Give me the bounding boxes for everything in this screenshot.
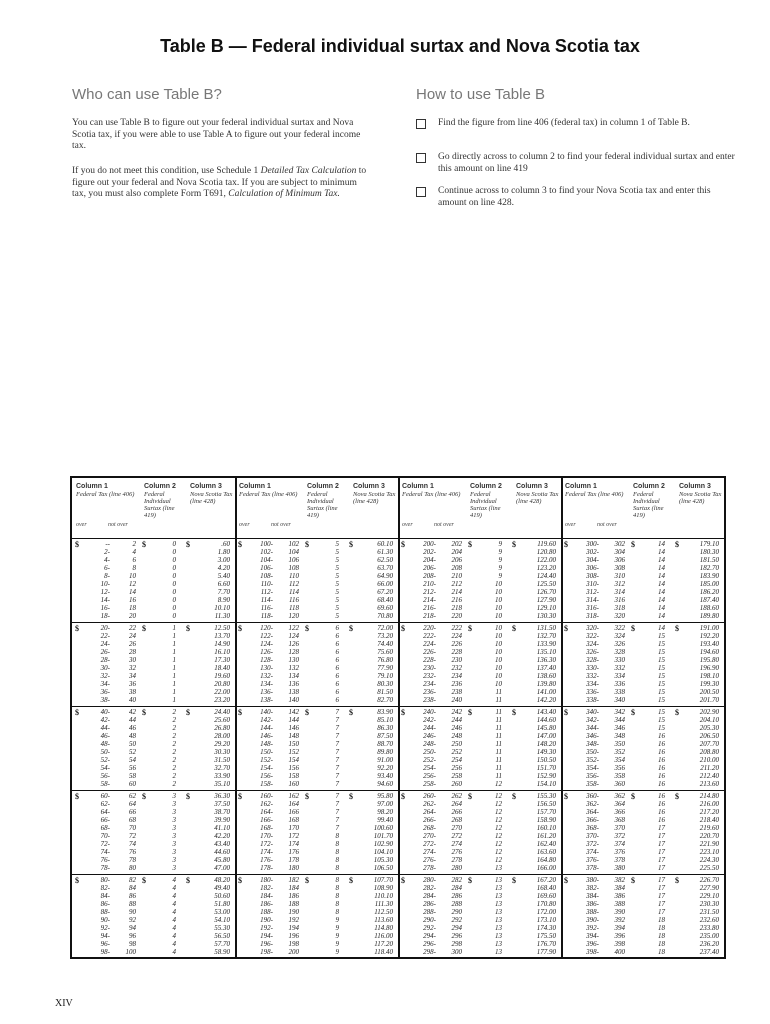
col3-ns-values: 72.00 73.20 74.40 75.60 76.80 77.90 79.10 80.30 81.50 82.70 bbox=[377, 624, 393, 704]
dollar-sign: $ bbox=[186, 540, 190, 549]
col2-surtax-values: 7 7 7 7 7 8 8 8 8 8 bbox=[335, 792, 339, 872]
col1-notover-values: 242 244 246 248 250 252 254 256 258 260 bbox=[451, 708, 462, 788]
col1-over-values: 60- 62- 64- 66- 68- 70- 72- 74- 76- 78- bbox=[100, 792, 110, 872]
dollar-sign: $ bbox=[305, 624, 309, 633]
dollar-sign: $ bbox=[675, 540, 679, 549]
col1-notover-values: 282 284 286 288 290 292 294 296 298 300 bbox=[451, 876, 462, 956]
col1-notover-values: 342 344 346 348 350 352 354 356 358 360 bbox=[614, 708, 625, 788]
col2-header: Column 2 Federal Individual Surtax (line 419) bbox=[470, 483, 502, 519]
table-band bbox=[72, 622, 235, 707]
table-band bbox=[398, 874, 561, 958]
col1-notover-label: not over bbox=[434, 522, 454, 528]
col2-surtax-values: 7 7 7 7 7 7 7 7 7 7 bbox=[335, 708, 339, 788]
dollar-sign: $ bbox=[142, 876, 146, 885]
col3-ns-values: 36.30 37.50 38.70 39.90 41.10 42.20 43.40 44.60 45.80 47.00 bbox=[214, 792, 230, 872]
dollar-sign: $ bbox=[468, 624, 472, 633]
dollar-sign: $ bbox=[631, 876, 635, 885]
dollar-sign: $ bbox=[675, 876, 679, 885]
dollar-sign: $ bbox=[305, 708, 309, 717]
table-header bbox=[72, 478, 235, 539]
dollar-sign: $ bbox=[564, 624, 568, 633]
table-group bbox=[398, 478, 563, 957]
page-title: Table B — Federal individual surtax and Nova Scotia tax bbox=[160, 36, 640, 56]
dollar-sign: $ bbox=[238, 708, 242, 717]
dollar-sign: $ bbox=[564, 792, 568, 801]
col2-surtax-values: 1 1 1 1 1 1 1 1 1 1 bbox=[172, 624, 176, 704]
dollar-sign: $ bbox=[631, 792, 635, 801]
dollar-sign: $ bbox=[186, 624, 190, 633]
col2-surtax-values: 17 17 17 17 17 18 18 18 18 18 bbox=[658, 876, 665, 956]
table-band bbox=[398, 706, 561, 791]
table-band bbox=[235, 874, 398, 958]
dollar-sign: $ bbox=[75, 876, 79, 885]
dollar-sign: $ bbox=[468, 540, 472, 549]
table-header bbox=[235, 478, 398, 539]
col1-notover-label: not over bbox=[271, 522, 291, 528]
table-band bbox=[398, 622, 561, 707]
who-heading: Who can use Table B? bbox=[72, 86, 222, 103]
page-number: XIV bbox=[55, 998, 73, 1009]
table-b bbox=[70, 476, 726, 959]
dollar-sign: $ bbox=[401, 876, 405, 885]
checkbox-icon bbox=[416, 153, 426, 163]
table-header bbox=[561, 478, 726, 539]
table-band bbox=[72, 538, 235, 623]
col2-surtax-values: 12 12 12 12 12 12 12 12 12 13 bbox=[495, 792, 502, 872]
checkbox-icon bbox=[416, 119, 426, 129]
col2-surtax-values: 14 15 15 15 15 15 15 15 15 15 bbox=[658, 624, 665, 704]
dollar-sign: $ bbox=[349, 792, 353, 801]
col1-notover-values: 262 264 266 268 270 272 274 276 278 280 bbox=[451, 792, 462, 872]
dollar-sign: $ bbox=[238, 540, 242, 549]
dollar-sign: $ bbox=[75, 540, 79, 549]
col1-notover-label: not over bbox=[597, 522, 617, 528]
col1-over-values: 340- 342- 344- 346- 348- 350- 352- 354- 356- 358- bbox=[586, 708, 599, 788]
table-band bbox=[561, 706, 726, 791]
col1-notover-values: 2 4 6 8 10 12 14 16 18 20 bbox=[129, 540, 136, 620]
col2-surtax-values: 5 5 5 5 5 5 5 5 5 5 bbox=[335, 540, 339, 620]
col2-surtax-values: 16 16 16 16 17 17 17 17 17 17 bbox=[658, 792, 665, 872]
col2-surtax-values: 10 10 10 10 10 10 10 10 11 11 bbox=[495, 624, 502, 704]
col2-surtax-values: 6 6 6 6 6 6 6 6 6 6 bbox=[335, 624, 339, 704]
dollar-sign: $ bbox=[512, 624, 516, 633]
col1-over-values: 380- 382- 384- 386- 388- 390- 392- 394- 396- 398- bbox=[586, 876, 599, 956]
dollar-sign: $ bbox=[401, 624, 405, 633]
col1-over-values: 300- 302- 304- 306- 308- 310- 312- 314- 316- 318- bbox=[586, 540, 599, 620]
col3-ns-values: 167.20 168.40 169.60 170.80 172.00 173.10 174.30 175.50 176.70 177.90 bbox=[536, 876, 556, 956]
col1-over-values: 360- 362- 364- 366- 368- 370- 372- 374- 376- 378- bbox=[586, 792, 599, 872]
col1-over-values: 260- 262- 264- 266- 268- 270- 272- 274- 276- 278- bbox=[423, 792, 436, 872]
dollar-sign: $ bbox=[305, 876, 309, 885]
col2-header: Column 2 Federal Individual Surtax (line 419) bbox=[307, 483, 339, 519]
col1-over-values: 40- 42- 44- 46- 48- 50- 52- 54- 56- 58- bbox=[100, 708, 110, 788]
col3-ns-values: 155.30 156.50 157.70 158.90 160.10 161.20 162.40 163.60 164.80 166.00 bbox=[536, 792, 556, 872]
table-group bbox=[72, 478, 237, 957]
table-band bbox=[72, 790, 235, 875]
col1-over-values: 240- 242- 244- 246- 248- 250- 252- 254- 256- 258- bbox=[423, 708, 436, 788]
dollar-sign: $ bbox=[631, 708, 635, 717]
col1-header: Column 1 Federal Tax (line 406) bbox=[565, 483, 624, 498]
col2-surtax-values: 15 15 15 16 16 16 16 16 16 16 bbox=[658, 708, 665, 788]
table-band bbox=[235, 790, 398, 875]
col2-header: Column 2 Federal Individual Surtax (line 419) bbox=[633, 483, 665, 519]
dollar-sign: $ bbox=[631, 624, 635, 633]
col1-over-values: 320- 322- 324- 326- 328- 330- 332- 334- 336- 338- bbox=[586, 624, 599, 704]
col1-over-values: 120- 122- 124- 126- 128- 130- 132- 134- 136- 138- bbox=[260, 624, 273, 704]
col3-ns-values: .60 1.80 3.00 4.20 5.40 6.60 7.70 8.90 10.10 11.30 bbox=[214, 540, 230, 620]
who-paragraph-2: If you do not meet this condition, use Schedule 1 Detailed Tax Calculation to figure out your federal and Nova Scotia tax. If you are subject to minimum tax, you must also complete Form T691, Calculation of Minimum Tax. bbox=[72, 166, 367, 199]
table-band bbox=[235, 622, 398, 707]
col3-ns-values: 214.80 216.00 217.20 218.40 219.60 220.70 221.90 223.10 224.30 225.50 bbox=[699, 792, 719, 872]
col2-surtax-values: 4 4 4 4 4 4 4 4 4 4 bbox=[172, 876, 176, 956]
col3-ns-values: 12.50 13.70 14.90 16.10 17.30 18.40 19.60 20.80 22.00 23.20 bbox=[214, 624, 230, 704]
dollar-sign: $ bbox=[512, 540, 516, 549]
dollar-sign: $ bbox=[512, 792, 516, 801]
dollar-sign: $ bbox=[75, 708, 79, 717]
col3-ns-values: 202.90 204.10 205.30 206.50 207.70 208.80 210.00 211.20 212.40 213.60 bbox=[699, 708, 719, 788]
col2-surtax-values: 11 11 11 11 11 11 11 11 11 12 bbox=[495, 708, 502, 788]
table-group bbox=[561, 478, 726, 957]
checkbox-icon bbox=[416, 187, 426, 197]
table-band bbox=[561, 790, 726, 875]
dollar-sign: $ bbox=[186, 876, 190, 885]
dollar-sign: $ bbox=[75, 792, 79, 801]
dollar-sign: $ bbox=[75, 624, 79, 633]
col2-surtax-values: 13 13 13 13 13 13 13 13 13 13 bbox=[495, 876, 502, 956]
table-header bbox=[398, 478, 561, 539]
dollar-sign: $ bbox=[186, 792, 190, 801]
table-band bbox=[561, 538, 726, 623]
col1-over-values: 200- 202- 204- 206- 208- 210- 212- 214- 216- 218- bbox=[423, 540, 436, 620]
col1-over-values: 20- 22- 24- 26- 28- 30- 32- 34- 36- 38- bbox=[100, 624, 110, 704]
col3-ns-values: 179.10 180.30 181.50 182.70 183.90 185.00 186.20 187.40 188.60 189.80 bbox=[699, 540, 719, 620]
dollar-sign: $ bbox=[142, 708, 146, 717]
col1-notover-values: 142 144 146 148 150 152 154 156 158 160 bbox=[288, 708, 299, 788]
table-band bbox=[235, 706, 398, 791]
col1-notover-values: 182 184 186 188 190 192 194 196 198 200 bbox=[288, 876, 299, 956]
col1-notover-values: 162 164 166 168 170 172 174 176 178 180 bbox=[288, 792, 299, 872]
dollar-sign: $ bbox=[305, 792, 309, 801]
col3-ns-values: 226.70 227.90 229.10 230.30 231.50 232.60 233.80 235.00 236.20 237.40 bbox=[699, 876, 719, 956]
table-group bbox=[235, 478, 400, 957]
dollar-sign: $ bbox=[631, 540, 635, 549]
dollar-sign: $ bbox=[512, 708, 516, 717]
dollar-sign: $ bbox=[349, 540, 353, 549]
table-band bbox=[561, 874, 726, 958]
col1-notover-values: 82 84 86 88 90 92 94 96 98 100 bbox=[125, 876, 136, 956]
col1-over-label: over bbox=[239, 522, 250, 528]
table-band bbox=[398, 790, 561, 875]
dollar-sign: $ bbox=[468, 708, 472, 717]
col1-header: Column 1 Federal Tax (line 406) bbox=[239, 483, 298, 498]
col2-surtax-values: 14 14 14 14 14 14 14 14 14 14 bbox=[658, 540, 665, 620]
col1-over-values: -- 2- 4- 6- 8- 10- 12- 14- 16- 18- bbox=[100, 540, 110, 620]
col3-header: Column 3 Nova Scotia Tax (line 428) bbox=[190, 483, 233, 505]
dollar-sign: $ bbox=[142, 624, 146, 633]
col1-over-label: over bbox=[76, 522, 87, 528]
col1-over-values: 280- 282- 284- 286- 288- 290- 292- 294- 296- 298- bbox=[423, 876, 436, 956]
table-band bbox=[398, 538, 561, 623]
col2-surtax-values: 3 3 3 3 3 3 3 3 3 3 bbox=[172, 792, 176, 872]
col1-notover-label: not over bbox=[108, 522, 128, 528]
dollar-sign: $ bbox=[142, 540, 146, 549]
col1-notover-values: 22 24 26 28 30 32 34 36 38 40 bbox=[129, 624, 136, 704]
dollar-sign: $ bbox=[238, 624, 242, 633]
col3-header: Column 3 Nova Scotia Tax (line 428) bbox=[679, 483, 722, 505]
col3-ns-values: 107.70 108.90 110.10 111.30 112.50 113.60 114.80 116.00 117.20 118.40 bbox=[373, 876, 393, 956]
col1-notover-values: 102 104 106 108 110 112 114 116 118 120 bbox=[288, 540, 299, 620]
dollar-sign: $ bbox=[349, 876, 353, 885]
col1-header: Column 1 Federal Tax (line 406) bbox=[76, 483, 135, 498]
dollar-sign: $ bbox=[401, 540, 405, 549]
dollar-sign: $ bbox=[401, 708, 405, 717]
col1-over-values: 220- 222- 224- 226- 228- 230- 232- 234- 236- 238- bbox=[423, 624, 436, 704]
col3-header: Column 3 Nova Scotia Tax (line 428) bbox=[516, 483, 559, 505]
table-band bbox=[235, 538, 398, 623]
col2-surtax-values: 2 2 2 2 2 2 2 2 2 2 bbox=[172, 708, 176, 788]
col1-notover-values: 382 384 386 388 390 392 394 396 398 400 bbox=[614, 876, 625, 956]
col3-ns-values: 24.40 25.60 26.80 28.00 29.20 30.30 31.50 32.70 33.90 35.10 bbox=[214, 708, 230, 788]
dollar-sign: $ bbox=[675, 624, 679, 633]
col1-notover-values: 42 44 46 48 50 52 54 56 58 60 bbox=[129, 708, 136, 788]
dollar-sign: $ bbox=[675, 792, 679, 801]
table-band bbox=[561, 622, 726, 707]
dollar-sign: $ bbox=[564, 708, 568, 717]
dollar-sign: $ bbox=[349, 624, 353, 633]
col2-surtax-values: 0 0 0 0 0 0 0 0 0 0 bbox=[172, 540, 176, 620]
col1-notover-values: 362 364 366 368 370 372 374 376 378 380 bbox=[614, 792, 625, 872]
dollar-sign: $ bbox=[186, 708, 190, 717]
col3-ns-values: 143.40 144.60 145.80 147.00 148.20 149.30 150.50 151.70 152.90 154.10 bbox=[536, 708, 556, 788]
table-band bbox=[72, 874, 235, 958]
dollar-sign: $ bbox=[238, 876, 242, 885]
col1-notover-values: 202 204 206 208 210 212 214 216 218 220 bbox=[451, 540, 462, 620]
how-heading: How to use Table B bbox=[416, 86, 545, 103]
dollar-sign: $ bbox=[468, 792, 472, 801]
col1-over-label: over bbox=[565, 522, 576, 528]
dollar-sign: $ bbox=[512, 876, 516, 885]
col3-header: Column 3 Nova Scotia Tax (line 428) bbox=[353, 483, 396, 505]
col1-over-values: 80- 82- 84- 86- 88- 90- 92- 94- 96- 98- bbox=[100, 876, 110, 956]
dollar-sign: $ bbox=[142, 792, 146, 801]
col1-notover-values: 62 64 66 68 70 72 74 76 78 80 bbox=[129, 792, 136, 872]
col1-over-values: 180- 182- 184- 186- 188- 190- 192- 194- 196- 198- bbox=[260, 876, 273, 956]
col1-over-values: 160- 162- 164- 166- 168- 170- 172- 174- 176- 178- bbox=[260, 792, 273, 872]
dollar-sign: $ bbox=[305, 540, 309, 549]
dollar-sign: $ bbox=[238, 792, 242, 801]
col3-ns-values: 60.10 61.30 62.50 63.70 64.90 66.00 67.20 68.40 69.60 70.80 bbox=[377, 540, 393, 620]
dollar-sign: $ bbox=[675, 708, 679, 717]
col2-header: Column 2 Federal Individual Surtax (line 419) bbox=[144, 483, 176, 519]
dollar-sign: $ bbox=[468, 876, 472, 885]
col3-ns-values: 48.20 49.40 50.60 51.80 53.00 54.10 55.30 56.50 57.70 58.90 bbox=[214, 876, 230, 956]
col2-surtax-values: 9 9 9 9 9 10 10 10 10 10 bbox=[495, 540, 502, 620]
col3-ns-values: 83.90 85.10 86.30 87.50 88.70 89.80 91.00 92.20 93.40 94.60 bbox=[377, 708, 393, 788]
col3-ns-values: 119.60 120.80 122.00 123.20 124.40 125.50 126.70 127.90 129.10 130.30 bbox=[536, 540, 556, 620]
col1-notover-values: 302 304 306 308 310 312 314 316 318 320 bbox=[614, 540, 625, 620]
col2-surtax-values: 8 8 8 8 8 9 9 9 9 9 bbox=[335, 876, 339, 956]
who-paragraph-1: You can use Table B to figure out your federal individual surtax and Nova Scotia tax, if you were able to use Table A to figure out your federal income tax. bbox=[72, 118, 361, 151]
col1-over-label: over bbox=[402, 522, 413, 528]
col3-ns-values: 131.50 132.70 133.90 135.10 136.30 137.40 138.60 139.80 141.00 142.20 bbox=[536, 624, 556, 704]
dollar-sign: $ bbox=[349, 708, 353, 717]
dollar-sign: $ bbox=[401, 792, 405, 801]
col1-notover-values: 222 224 226 228 230 232 234 236 238 240 bbox=[451, 624, 462, 704]
table-band bbox=[72, 706, 235, 791]
col1-notover-values: 322 324 326 328 330 332 334 336 338 340 bbox=[614, 624, 625, 704]
col1-notover-values: 122 124 126 128 130 132 134 136 138 140 bbox=[288, 624, 299, 704]
col3-ns-values: 191.00 192.20 193.40 194.60 195.80 196.90 198.10 199.30 200.50 201.70 bbox=[699, 624, 719, 704]
col1-over-values: 140- 142- 144- 146- 148- 150- 152- 154- 156- 158- bbox=[260, 708, 273, 788]
col3-ns-values: 95.80 97.00 98.20 99.40 100.60 101.70 102.90 104.10 105.30 106.50 bbox=[373, 792, 393, 872]
dollar-sign: $ bbox=[564, 540, 568, 549]
col1-over-values: 100- 102- 104- 106- 108- 110- 112- 114- 116- 118- bbox=[260, 540, 273, 620]
col1-header: Column 1 Federal Tax (line 406) bbox=[402, 483, 461, 498]
dollar-sign: $ bbox=[564, 876, 568, 885]
